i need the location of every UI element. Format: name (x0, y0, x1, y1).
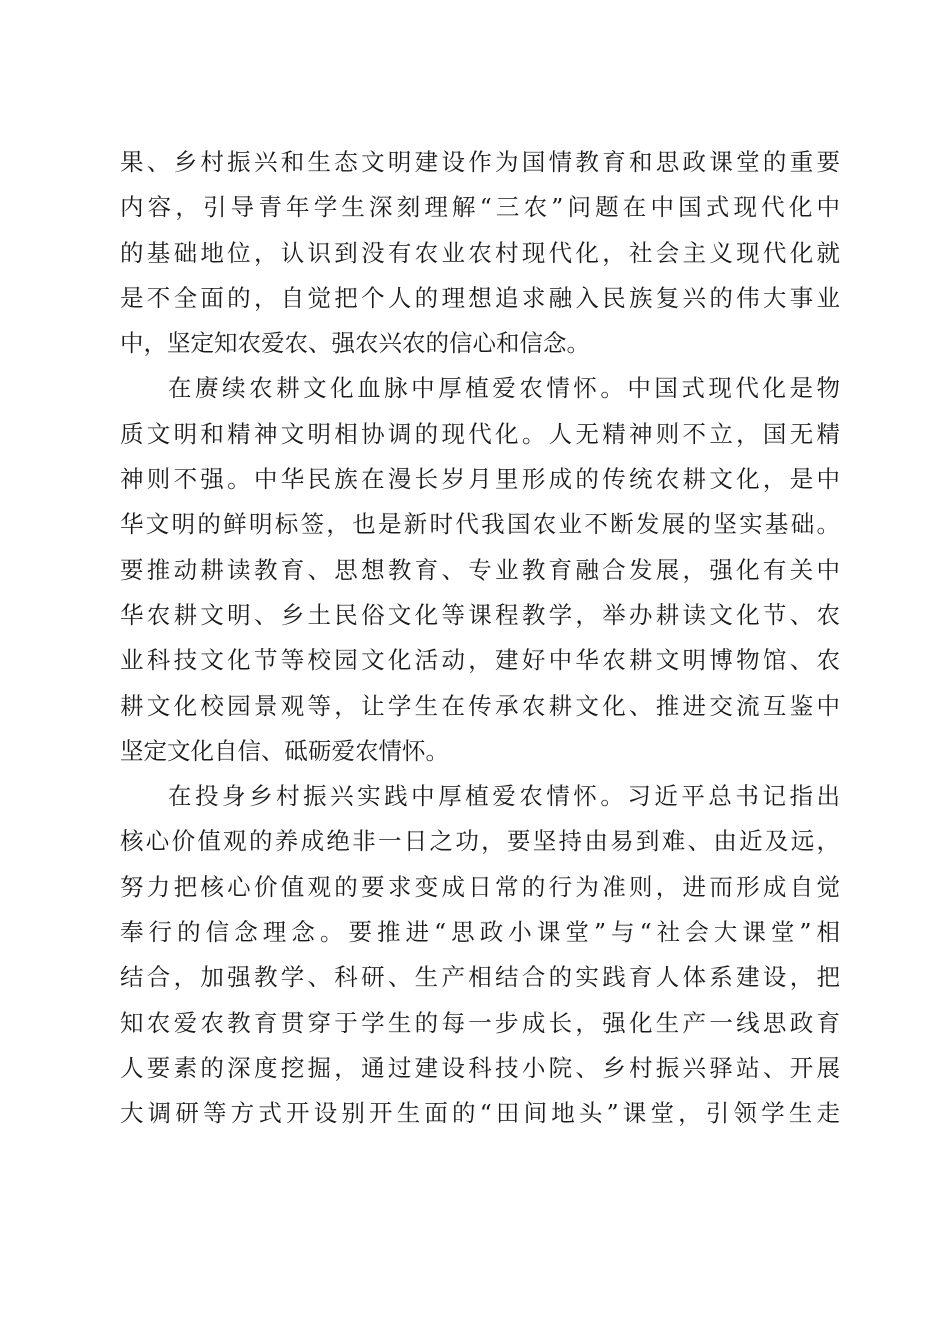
paragraph-heading-line: 在赓续农耕文化血脉中厚植爱农情怀。中国式现代化是物 (168, 374, 840, 403)
document-body (120, 140, 840, 1137)
text-line: 内容，引导青年学生深刻理解“三农”问题在中国式现代化中 (120, 193, 840, 222)
text-line: 华农耕文明、乡土民俗文化等课程教学，举办耕读文化节、农 (120, 600, 840, 629)
text-line: 中，坚定知农爱农、强农兴农的信心和信念。 (120, 329, 590, 358)
paragraph-heading-line: 在投身乡村振兴实践中厚植爱农情怀。习近平总书记指出 (168, 782, 840, 811)
text-line: 耕文化校园景观等，让学生在传承农耕文化、推进交流互鉴中 (120, 691, 840, 720)
text-line: 奉行的信念理念。要推进“思政小课堂”与“社会大课堂”相 (120, 918, 840, 947)
text-line: 神则不强。中华民族在漫长岁月里形成的传统农耕文化，是中 (120, 465, 840, 494)
text-line: 知农爱农教育贯穿于学生的每一步成长，强化生产一线思政育 (120, 1008, 840, 1037)
text-line: 坚定文化自信、砥砺爱农情怀。 (120, 736, 449, 765)
text-line: 质文明和精神文明相协调的现代化。人无精神则不立，国无精 (120, 419, 840, 448)
text-line: 结合，加强教学、科研、生产相结合的实践育人体系建设，把 (120, 963, 840, 992)
text-line: 业科技文化节等校园文化活动，建好中华农耕文明博物馆、农 (120, 646, 840, 675)
text-line: 核心价值观的养成绝非一日之功，要坚持由易到难、由近及远， (120, 827, 840, 856)
text-line: 努力把核心价值观的要求变成日常的行为准则，进而形成自觉 (120, 872, 840, 901)
text-line: 要推动耕读教育、思想教育、专业教育融合发展，强化有关中 (120, 555, 840, 584)
text-line: 果、乡村振兴和生态文明建设作为国情教育和思政课堂的重要 (120, 148, 840, 176)
text-line: 是不全面的，自觉把个人的理想追求融入民族复兴的伟大事业 (120, 283, 840, 312)
text-line: 大调研等方式开设别开生面的“田间地头”课堂，引领学生走 (120, 1099, 840, 1128)
text-line: 人要素的深度挖掘，通过建设科技小院、乡村振兴驿站、开展 (120, 1053, 840, 1082)
text-line: 华文明的鲜明标签，也是新时代我国农业不断发展的坚实基础。 (120, 510, 840, 539)
text-line: 的基础地位，认识到没有农业农村现代化，社会主义现代化就 (120, 238, 840, 267)
